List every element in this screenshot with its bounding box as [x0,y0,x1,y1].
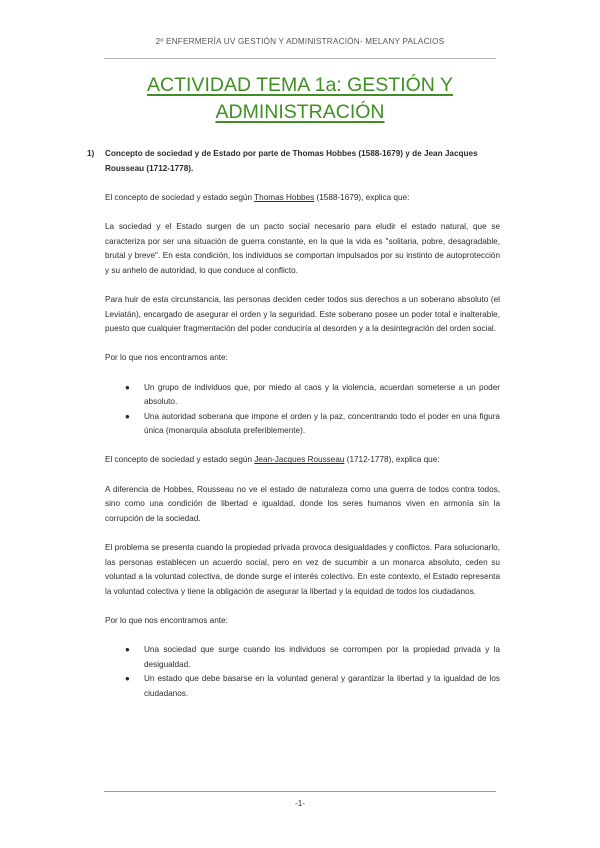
list-item [125,381,500,410]
list-item-text: Un grupo de individuos que, por miedo al caos y la violencia, acuerdan someterse a un poder absoluto. [144,382,500,407]
hobbes-name-link[interactable]: Thomas Hobbes [254,192,315,202]
rousseau-intro-after: (1712-1778), explica que: [344,455,440,465]
hobbes-list-lead: Por lo que nos encontramos ante: [105,353,228,363]
question-heading [87,147,500,176]
list-item [125,643,500,672]
hobbes-intro-before: El concepto de sociedad y estado según [105,192,255,202]
hobbes-paragraph-1: La sociedad y el Estado surgen de un pacto social necesario para eludir el estado natural, que se caracteriza por ser una situación de guerra constante, en la que la vida es "solitaria, pobre, desagradable, brutal y breve". En esta condición, los individuos se comportan impulsados por su instinto de autoprotección y su anhelo de autoridad, lo que conduce al conflicto. [105,221,500,275]
hobbes-bullet-list [105,381,500,439]
document-body [87,147,500,716]
rousseau-list-lead: Por lo que nos encontramos ante: [105,616,228,625]
rousseau-paragraph-1: A diferencia de Hobbes, Rousseau no ve el estado de naturaleza como una guerra de todos contra todos, sino como una condición de libertad e igualdad, donde los seres humanos viven en armonía sin la corrupción de la sociedad. [105,484,500,523]
page-number: -1- [294,799,305,808]
rousseau-bullet-list [105,643,500,701]
rousseau-intro-before: El concepto de sociedad y estado según [105,455,255,465]
page-title [60,72,540,126]
question-number: 1) [87,149,95,158]
footer-divider [104,791,496,792]
bullet-icon: ● [125,645,130,655]
hobbes-intro-after: (1588-1679), explica que: [314,192,410,202]
hobbes-paragraph-2: Para huir de esta circunstancia, las personas deciden ceder todos sus derechos a un soberano absoluto (el Leviatán), encargado de asegurar el orden y la seguridad. Este soberano posee un poder total e inalterable, puesto que cualquier fragmentación del poder conduciría al desorden y a la desintegración del orden social. [105,294,500,334]
list-item-text: Una sociedad que surge cuando los individuos se corrompen por la propiedad privada y la desigualdad. [144,645,500,669]
bullet-icon: ● [125,382,130,392]
question-text: Concepto de sociedad y de Estado por parte de Thomas Hobbes (1588-1679) y de Jean Jacques Rousseau (1712-1778). [105,149,478,173]
rousseau-intro [105,453,500,468]
page-header: 2º ENFERMERÍA UV GESTIÓN Y ADMINISTRACIÓN- MELANY PALACIOS [155,37,445,46]
hobbes-intro [105,191,500,206]
rousseau-name-link[interactable]: Jean-Jacques Rousseau [254,455,345,465]
title-line-1: ACTIVIDAD TEMA 1a: GESTIÓN Y [147,74,453,96]
list-item-text: Un estado que debe basarse en la voluntad general y garantizar la libertad y la igualdad de los ciudadanos. [144,674,500,698]
title-line-2: ADMINISTRACIÓN [215,101,385,123]
rousseau-paragraph-2: El problema se presenta cuando la propiedad privada provoca desigualdades y conflictos. Para solucionarlo, las personas establecen un acuerdo social, pero en vez de sucumbir a un monarca absoluto, ceden su voluntad a la voluntad colectiva, de donde surge el interés colectivo. En este contexto, el Estado representa la voluntad colectiva y tiene la obligación de asegurar la libertad y la equidad de todos los ciudadanos. [105,543,500,596]
list-item [125,410,500,439]
bullet-icon: ● [125,674,130,684]
list-item [125,672,500,701]
header-divider [104,58,496,59]
list-item-text: Una autoridad soberana que impone el orden y la paz, concentrando todo el poder en una figura única (monarquía absoluta preferiblemente). [144,411,500,436]
bullet-icon: ● [125,411,130,421]
